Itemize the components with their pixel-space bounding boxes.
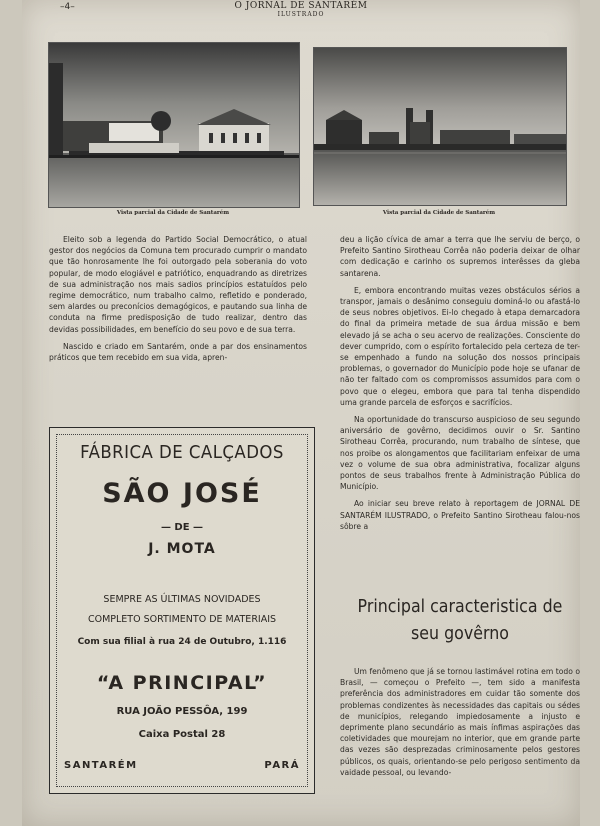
article-left-column	[49, 234, 307, 369]
ad-factory-name: FÁBRICA DE CALÇADOS	[80, 442, 284, 463]
ad-city: SANTARÉM	[64, 760, 138, 771]
article-paragraph: Na oportunidade do transcurso auspicioso de seu segundo aniversário de govêrno, decidimos ouvir o Sr. Santino Sirotheau Corrêa, procurando, num trabalho de síntese, que nos proibe os alongamentos que facilitariam enfeixar de uma vez o volume de sua obra administrativa, focalizar alguns pontos de seus trabalhos frente à Administração Pública do Município.	[340, 415, 580, 492]
ad-brand-name: SÃO JOSÉ	[102, 478, 262, 509]
ad-branch-address: Com sua filial à rua 24 de Outubro, 1.116	[77, 637, 287, 647]
ad-store-name: “A PRINCIPAL”	[96, 672, 268, 694]
newspaper-title: O JORNAL DE SANTARÉM	[234, 1, 368, 11]
article-right-column	[340, 234, 580, 538]
ad-po-box: Caixa Postal 28	[138, 729, 226, 740]
article-paragraph: Nascido e criado em Santarém, onde a par dos ensinamentos práticos que tem recebido em sua vida, apren-	[49, 341, 307, 363]
page-number: –4–	[60, 2, 75, 12]
ad-de: — DE —	[160, 522, 204, 533]
ad-novelties: SEMPRE AS ÚLTIMAS NOVIDADES	[103, 594, 261, 605]
article-paragraph: Eleito sob a legenda do Partido Social Democrático, o atual gestor dos negócios da Comuna tem procurado cumprir o mandato que tão honrosamente lhe foi outorgado pela soberania do voto popular, de modo elogiável e patriótico, enquadrando as diretrizes de sua administração nos mais sadios princípios estatuídos pelo regime democrático, num trabalho calmo, refletido e ponderado, sem alardes ou preconícios demagógicos, e pautando sua linha de conduta na firme predisposição de tudo realizar, dentro das devidas possibilidades, em benefício do seu povo e de sua terra.	[49, 235, 307, 334]
section-heading-line-2: seu govêrno	[411, 623, 509, 644]
article-paragraph: deu a lição cívica de amar a terra que lhe serviu de berço, o Prefeito Santino Sirotheau Corrêa não poderia deixar de olhar com dedicação e carinho os supremos interêsses da gleba santarena.	[340, 235, 580, 278]
photo-caption-1: Vista parcial da Cidade de Santarém	[116, 210, 230, 216]
ad-materials: COMPLETO SORTIMENTO DE MATERIAIS	[87, 614, 277, 625]
newspaper-subtitle: ILUSTRADO	[277, 11, 325, 18]
shoe-factory-advertisement	[49, 427, 315, 794]
ad-owner: J. MOTA	[148, 541, 216, 557]
ad-state: PARÁ	[264, 760, 300, 771]
photo-caption-2: Vista parcial da Cidade de Santarém	[382, 210, 496, 216]
photo-city-view-2	[313, 47, 567, 206]
photo-city-view-1	[48, 42, 300, 208]
ad-street-address: RUA JOÃO PESSÔA, 199	[116, 706, 248, 717]
section-heading-line-1: Principal caracteristica de	[357, 596, 563, 617]
article-paragraph: Um fenômeno que já se tornou lastimável rotina em todo o Brasil, — começou o Prefeito —, tem sido a manifesta preferência dos administradores em cuidar tão somente dos problemas condizentes às necessidades das capitais ou sédes de municípios, relegando impiedosamente a injusto e deprimente plano secundário as mais ínfimas aspirações das coletividades que mourejam no interior, que em grande parte das vezes são desprezadas criminosamente pelos gestores públicos, os quais, orientando-se pelo perigoso sentimento da vaidade pessoal, ou levando-	[340, 667, 580, 777]
newspaper-page	[22, 0, 580, 826]
article-paragraph: E, embora encontrando muitas vezes obstáculos sérios a transpor, jamais o desânimo conseguiu dominá-lo ou afastá-lo de seus nobres objetivos. Ei-lo chegado à etapa demarcadora do final da primeira metade de sua árdua missão e bem elevado já se acha o seu acervo de realizações. Consciente do dever cumprido, com o espírito fortalecido pela certeza de ter-se empenhado a fundo na solução dos nossos principais problemas, o governador do Município pode hoje se ufanar de não ter faltado com os compromissos assumidos para com o povo que o elegeu, embora que para tal tenha dispendido uma grande parcela de esforços e sacrifícios.	[340, 285, 580, 407]
article-right-column-lower	[340, 666, 580, 784]
article-paragraph: Ao iniciar seu breve relato à reportagem de JORNAL DE SANTARÉM ILUSTRADO, o Prefeito Santino Sirotheau falou-nos sôbre a	[340, 499, 580, 531]
